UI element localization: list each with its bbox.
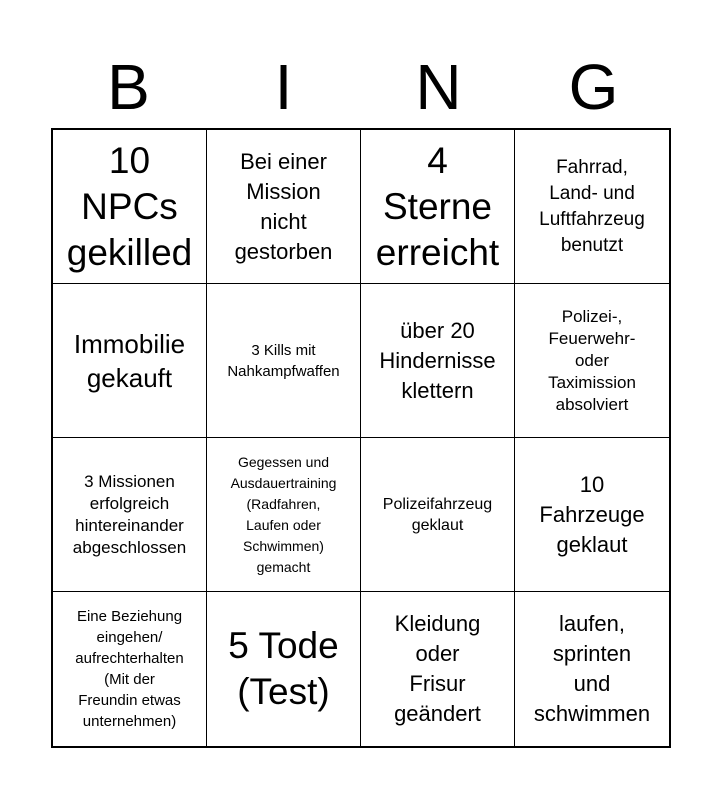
bingo-cell-r1c3[interactable] <box>361 130 515 284</box>
bingo-cell-r2c4[interactable] <box>515 284 669 438</box>
header-letter-i: I <box>274 51 293 123</box>
bingo-cell-r3c4[interactable] <box>515 438 669 592</box>
bingo-cell-r2c2[interactable] <box>207 284 361 438</box>
bingo-grid <box>51 128 671 748</box>
cell-text: Eine Beziehung eingehen/ aufrechterhalten (Mit der Freundin etwas unternehmen) <box>75 608 184 730</box>
cell-text: 5 Tode (Test) <box>228 625 339 712</box>
cell-text: Kleidung oder Frisur geändert <box>394 611 481 726</box>
bingo-cell-r4c2[interactable] <box>207 592 361 746</box>
bingo-cell-r1c1[interactable] <box>53 130 207 284</box>
cell-text: 3 Kills mit Nahkampfwaffen <box>227 341 340 380</box>
bingo-cell-r3c2[interactable] <box>207 438 361 592</box>
bingo-cell-r3c1[interactable] <box>53 438 207 592</box>
cell-text: 10 NPCs gekilled <box>66 139 193 273</box>
cell-text: Immobilie gekauft <box>73 328 186 393</box>
cell-text: Polizei-, Feuerwehr- oder Taximission absolviert <box>548 306 636 414</box>
cell-text: Gegessen und Ausdauertraining (Radfahren, Laufen oder Schwimmen) gemacht <box>230 453 337 575</box>
bingo-cell-r2c3[interactable] <box>361 284 515 438</box>
cell-text: 4 Sterne erreicht <box>375 139 500 273</box>
header-letter-g: G <box>568 51 619 123</box>
cell-text: Polizeifahrzeug geklaut <box>382 495 493 534</box>
bingo-cell-r1c2[interactable] <box>207 130 361 284</box>
header-letter-b: B <box>107 51 150 123</box>
cell-text: Bei einer Mission nicht gestorben <box>234 148 333 264</box>
bingo-cell-r3c3[interactable] <box>361 438 515 592</box>
bingo-cell-r4c1[interactable] <box>53 592 207 746</box>
cell-text: über 20 Hindernisse klettern <box>379 317 496 403</box>
cell-text: laufen, sprinten und schwimmen <box>533 611 651 726</box>
bingo-cell-r1c4[interactable] <box>515 130 669 284</box>
cell-text: 10 Fahrzeuge geklaut <box>539 471 645 557</box>
bingo-cell-r2c1[interactable] <box>53 284 207 438</box>
header-letter-n: N <box>415 51 462 123</box>
bingo-header <box>51 52 671 122</box>
cell-text: Fahrrad, Land- und Luftfahrzeug benutzt <box>539 156 645 256</box>
bingo-cell-r4c3[interactable] <box>361 592 515 746</box>
bingo-cell-r4c4[interactable] <box>515 592 669 746</box>
cell-text: 3 Missionen erfolgreich hintereinander abgeschlossen <box>72 471 187 557</box>
